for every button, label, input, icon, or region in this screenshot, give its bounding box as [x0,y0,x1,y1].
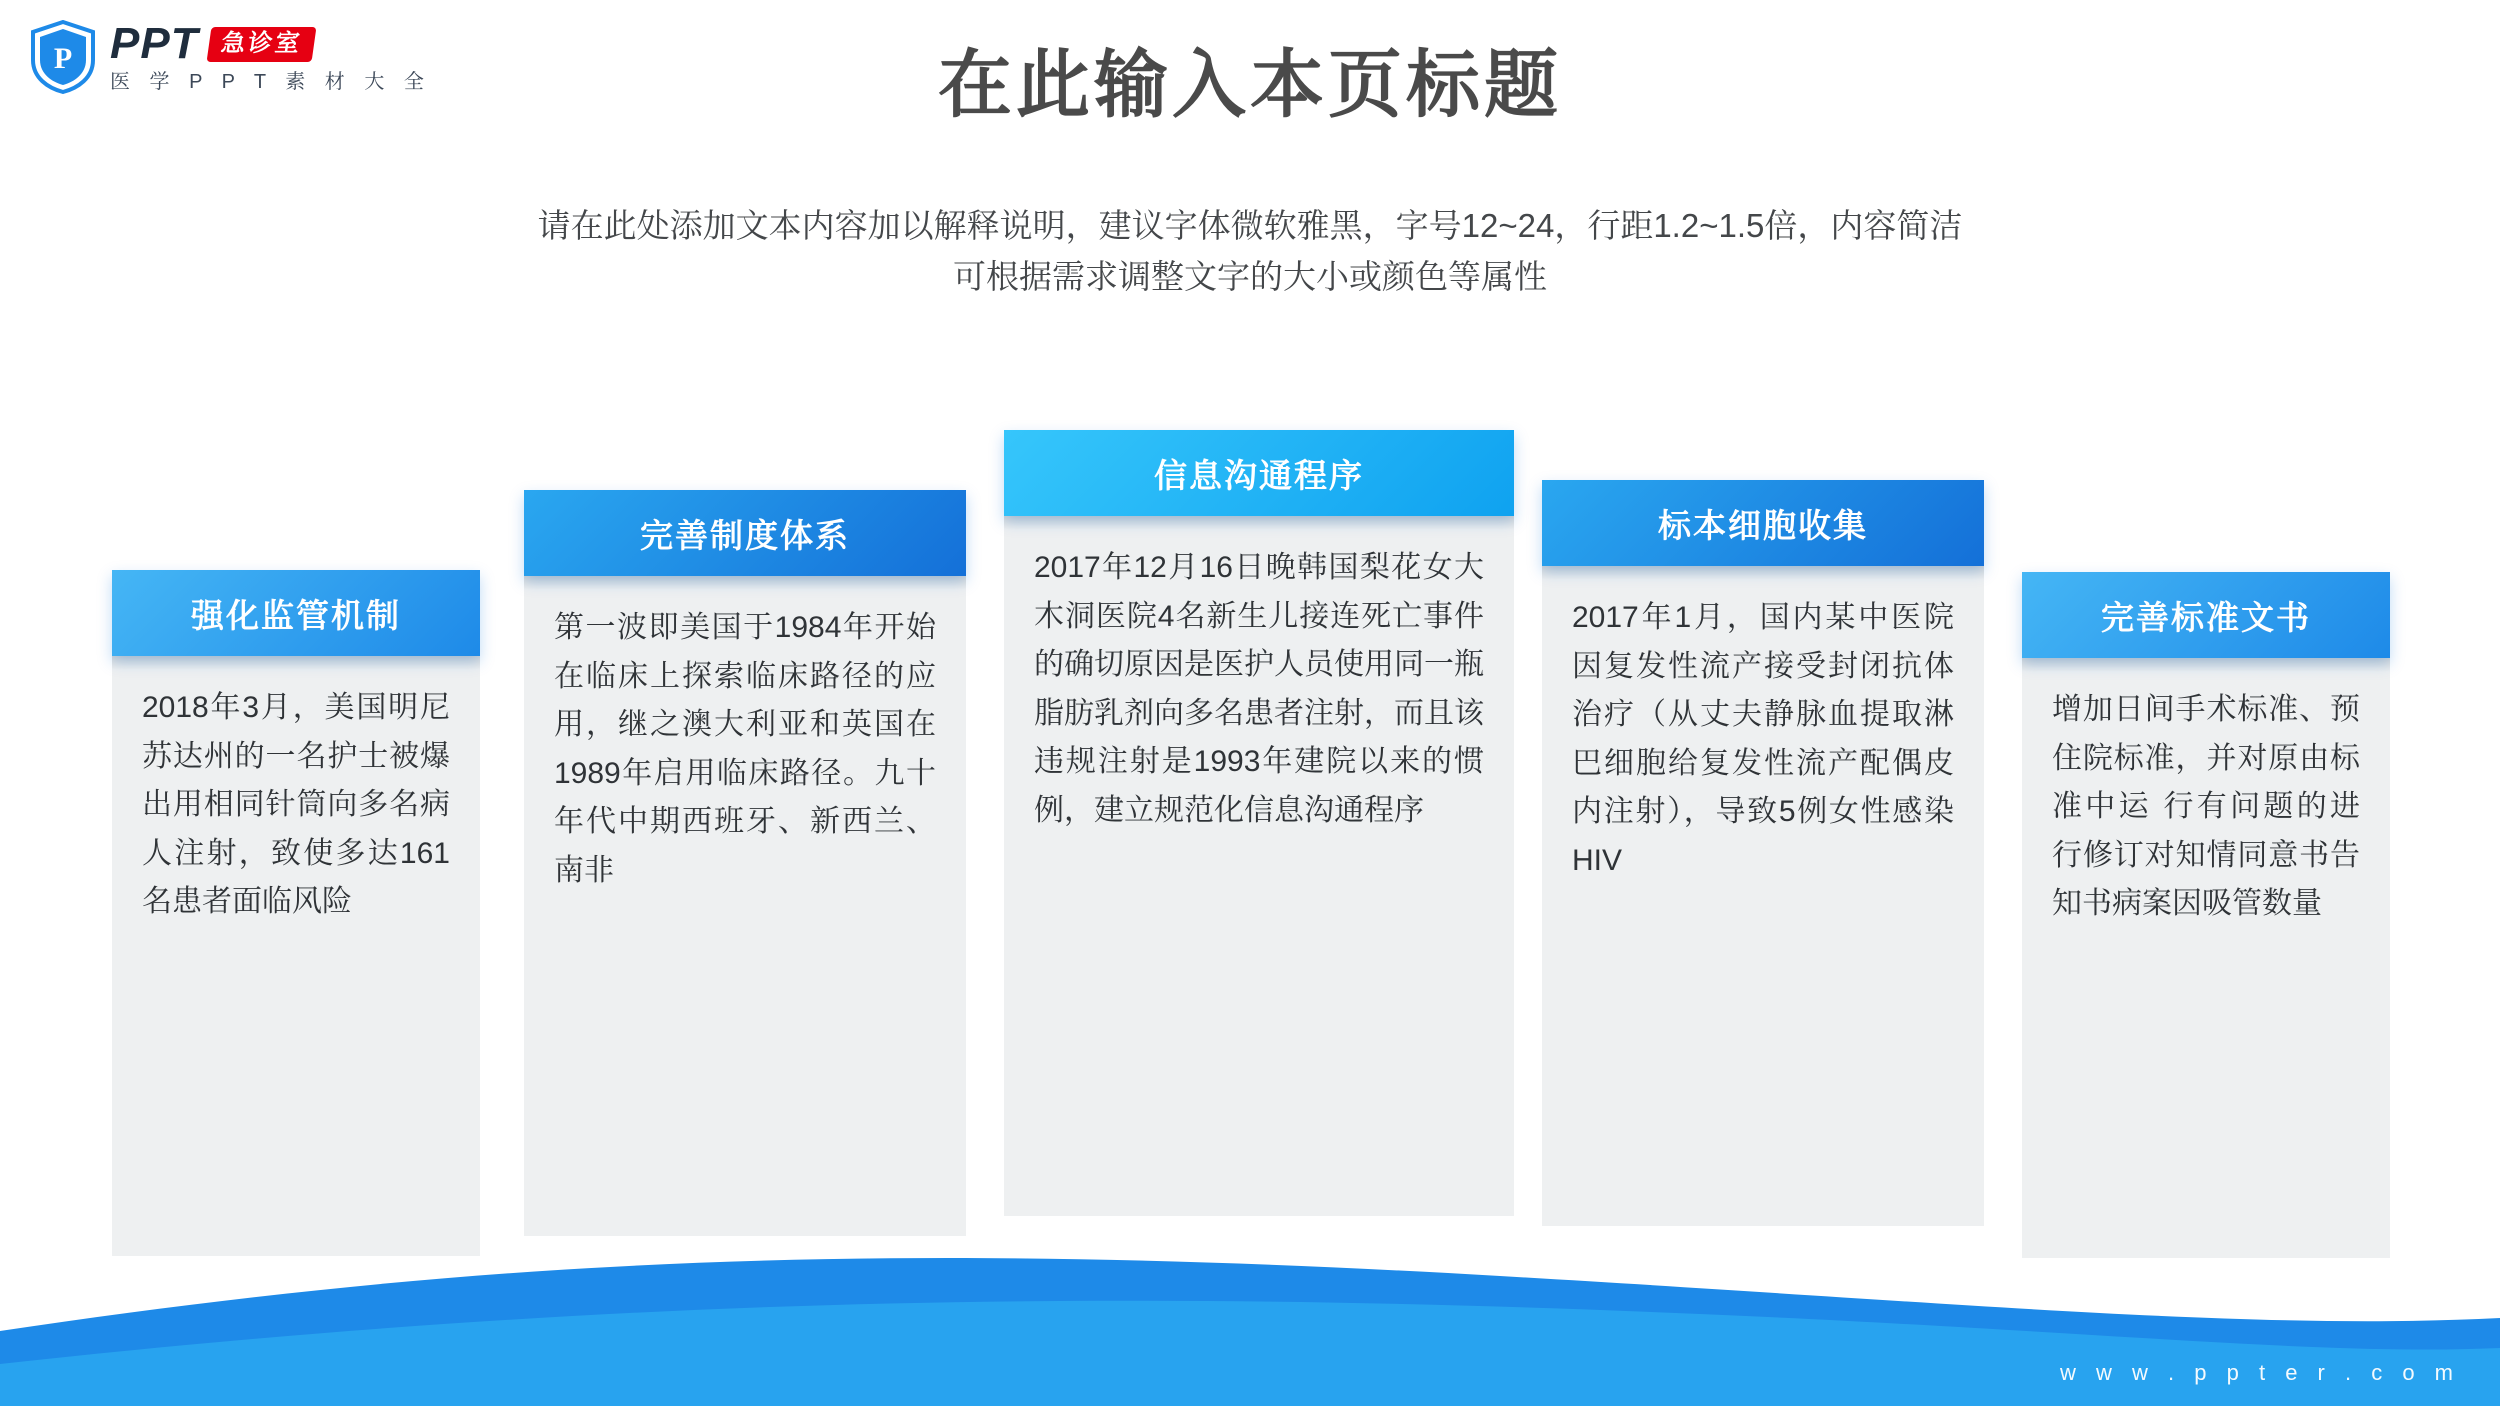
page-subtitle-line-1: 请在此处添加文本内容加以解释说明，建议字体微软雅黑，字号12~24，行距1.2~1.5倍，内容简洁 [537,207,1963,244]
card-header [1542,480,1984,566]
info-card[interactable] [524,490,966,1236]
card-body: 2018年3月，美国明尼苏达州的一名护士被爆出用相同针筒向多名病人注射，致使多达161名患者面临风险 [112,656,480,1256]
card-header [524,490,966,576]
page-subtitle [0,200,2500,302]
svg-text:P: P [53,42,73,75]
card-title: 完善制度体系 [640,516,850,554]
card-title: 标本细胞收集 [1658,506,1868,544]
info-card[interactable] [2022,572,2390,1258]
card-body: 2017年1月，国内某中医院因复发性流产接受封闭抗体治疗（从丈夫静脉血提取淋巴细胞给复发性流产配偶皮内注射），导致5例女性感染HIV [1542,566,1984,1226]
card-title: 信息沟通程序 [1154,456,1364,494]
card-header [1004,430,1514,516]
info-card[interactable] [1542,480,1984,1226]
site-url: w w w . p p t e r . c o m [2060,1360,2460,1385]
info-card[interactable] [1004,430,1514,1216]
page-subtitle-line-2: 可根据需求调整文字的大小或颜色等属性 [953,258,1547,296]
card-header [2022,572,2390,658]
card-body: 第一波即美国于1984年开始在临床上探索临床路径的应用，继之澳大利亚和英国在1989年启用临床路径。九十年代中期西班牙、新西兰、南非 [524,576,966,1236]
card-title: 完善标准文书 [2101,598,2311,636]
logo-badge: 急诊室 [206,27,316,62]
card-body: 2017年12月16日晚韩国梨花女大木洞医院4名新生儿接连死亡事件的确切原因是医护人员使用同一瓶脂肪乳剂向多名患者注射，而且该违规注射是1993年建院以来的惯例，建立规范化信息沟通程序 [1004,516,1514,1216]
logo-brand-text: PPT [110,19,199,68]
page-title: 在此输入本页标题 [938,43,1562,126]
logo-tagline: 医 学 P P T 素 材 大 全 [110,71,431,93]
card-title: 强化监管机制 [191,596,401,634]
card-body: 增加日间手术标准、预住院标准，并对原由标准中运 行有问题的进行修订对知情同意书告知书病案因吸管数量 [2022,658,2390,1258]
card-header [112,570,480,656]
cards-container [0,430,2500,1260]
info-card[interactable] [112,570,480,1256]
